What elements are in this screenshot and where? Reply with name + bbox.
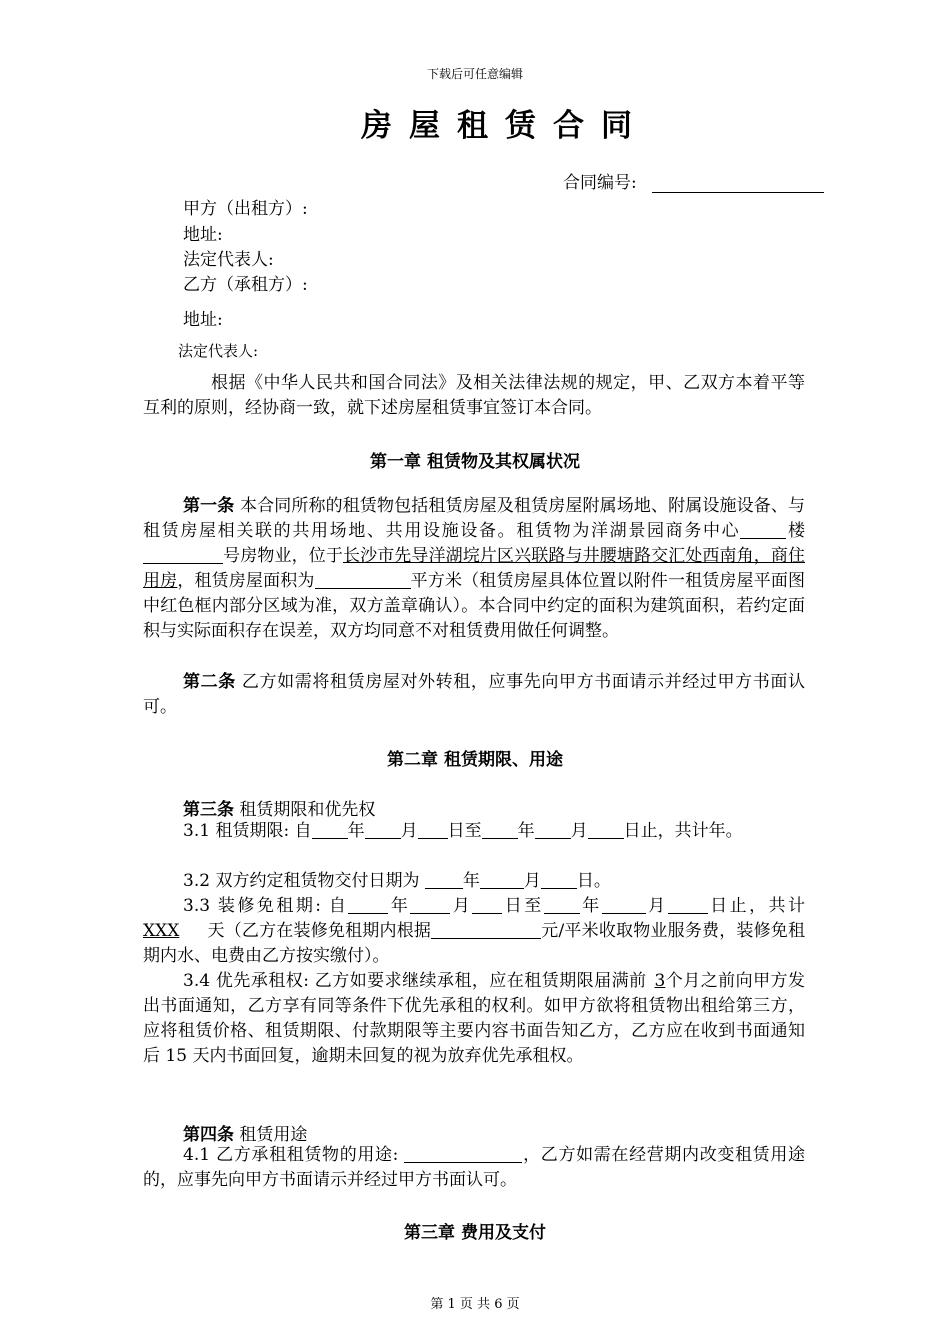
document-title: 房屋租赁合同 (361, 108, 649, 144)
chapter-2-heading: 第二章 租赁期限、用途 (387, 750, 563, 770)
article-1-heading: 第一条 (183, 496, 235, 516)
usage-blank (404, 1145, 522, 1163)
area-blank (315, 571, 411, 589)
intro-paragraph: 根据《中华人民共和国合同法》及相关法律法规的规定，甲、乙双方本着平等互利的原则，经协商一致，就下述房屋租赁事宜签订本合同。 (143, 373, 805, 418)
article-1-text-d: ，租赁房屋面积为 (177, 571, 315, 591)
delivery-month-blank (480, 871, 524, 889)
month-label: 月 (523, 871, 541, 891)
delivery-day-blank (541, 871, 577, 889)
clause-3-4-prefix: 3.4 优先承租权: 乙方如要求继续承租，应在租赁期限届满前 (183, 971, 647, 991)
party-b-representative: 法定代表人: (178, 342, 259, 360)
party-a-label: 甲方（出租方）: (183, 199, 308, 219)
notice-months: 3 (654, 971, 666, 991)
month-label: 月 (400, 821, 418, 841)
article-4-label: 第四条 (183, 1125, 234, 1145)
article-2-text: 乙方如需将租赁房屋对外转租，应事先向甲方书面请示并经过甲方书面认可。 (143, 672, 806, 717)
article-1-text-b: 楼 (786, 521, 806, 541)
article-1-text-a: 本合同所称的租赁物包括租赁房屋及租赁房屋附属场地、附属设施设备、与租赁房屋相关联的共用场地、共用设施设备。租赁物为洋湖景园商务中心 (143, 496, 806, 541)
contract-number-blank (652, 174, 824, 193)
party-a-address: 地址: (183, 225, 223, 245)
contract-number (563, 168, 824, 193)
fitout-end-month-blank (602, 896, 646, 914)
page-footer: 第 1 页 共 6 页 (430, 1297, 520, 1312)
fitout-start-year-blank (348, 896, 388, 914)
article-1-text-e: 平方米（租赁房屋具体位置以附件一租赁房屋平面图中红色框内部分区域为准，双方盖章确认）。本合同中约定的面积为建筑面积，若约定面积与实际面积存在误差，双方均同意不对租赁费用做任何调整。 (143, 571, 806, 641)
building-blank (740, 521, 786, 539)
contract-number-label: 合同编号: (563, 173, 637, 193)
fitout-end-day-blank (668, 896, 708, 914)
party-a-representative: 法定代表人: (183, 250, 274, 270)
year-label: 年 (579, 896, 602, 916)
clause-3-3 (143, 894, 805, 969)
clause-3-2 (143, 869, 805, 894)
clause-3-4-text: 个月之前向甲方发出书面通知，乙方享有同等条件下优先承租的权利。如甲方欲将租赁物出租给第三方，应将租赁价格、租赁期限、付款期限等主要内容书面告知乙方，乙方应在收到书面通知后 15 天内书面回复，逾期未回复的视为放弃优先承租权。 (143, 971, 805, 1066)
clause-4-1 (143, 1143, 805, 1193)
year-label: 年 (388, 896, 411, 916)
clause-3-3-prefix: 3.3 装修免租期: 自 (183, 896, 349, 916)
clause-3-3-text: 天（乙方在装修免租期内根据 (207, 921, 432, 941)
article-4-title: 租赁用途 (239, 1125, 308, 1145)
fitout-start-month-blank (410, 896, 450, 914)
clause-4-1-text: ，乙方如需在经营期内改变租赁用途的，应事先向甲方书面请示并经过甲方书面认可。 (143, 1145, 805, 1190)
chapter-1-heading: 第一章 租赁物及其权属状况 (370, 452, 580, 472)
service-fee-blank (431, 921, 541, 939)
property-location: 长沙市先导洋湖垸片区兴联路与井腰塘路交汇处西南角，商住用房 (143, 546, 806, 591)
clause-3-1-suffix: 日止，共计年。 (623, 821, 743, 841)
date-end-label: 日。 (576, 871, 611, 891)
year-label: 年 (347, 821, 365, 841)
fitout-end-year-blank (544, 896, 580, 914)
month-label: 月 (450, 896, 473, 916)
chapter-3-heading: 第三章 费用及支付 (404, 1223, 546, 1243)
end-month-blank (535, 821, 571, 839)
party-b-label: 乙方（承租方）: (183, 275, 308, 295)
clause-3-1-prefix: 3.1 租赁期限: 自 (183, 821, 312, 841)
date-to-label: 日至 (447, 821, 482, 841)
article-4-heading (183, 1120, 307, 1145)
start-day-blank (418, 821, 448, 839)
party-b-address: 地址: (183, 310, 223, 330)
month-label: 月 (570, 821, 588, 841)
end-year-blank (482, 821, 518, 839)
article-1-text-c: 号房物业，位于 (223, 546, 343, 566)
end-day-blank (588, 821, 624, 839)
clause-3-2-prefix: 3.2 双方约定租赁物交付日期为 (183, 871, 420, 891)
month-label: 月 (645, 896, 668, 916)
header-note: 下载后可任意编辑 (426, 67, 523, 81)
article-2 (143, 670, 805, 720)
date-to-label: 日至 (502, 896, 544, 916)
start-month-blank (365, 821, 401, 839)
article-1 (143, 494, 805, 644)
fitout-start-day-blank (472, 896, 502, 914)
article-3-label: 第三条 (183, 800, 234, 820)
delivery-year-blank (425, 871, 463, 889)
article-2-heading: 第二条 (183, 672, 236, 692)
year-label: 年 (517, 821, 535, 841)
clause-3-1 (143, 819, 805, 844)
fitout-days: XXX (143, 921, 180, 941)
clause-3-3-mid: 日止，共计 (707, 896, 806, 916)
year-label: 年 (462, 871, 480, 891)
clause-3-3-text-2: 元/平米收取物业服务费，装修免租期内水、电费由乙方按实缴付）。 (143, 921, 805, 966)
room-number-blank (143, 546, 223, 564)
clause-3-4 (143, 969, 805, 1069)
clause-4-1-prefix: 4.1 乙方承租租赁物的用途: (183, 1145, 399, 1165)
article-3-heading (183, 795, 375, 820)
article-3-title: 租赁期限和优先权 (239, 800, 376, 820)
start-year-blank (312, 821, 348, 839)
